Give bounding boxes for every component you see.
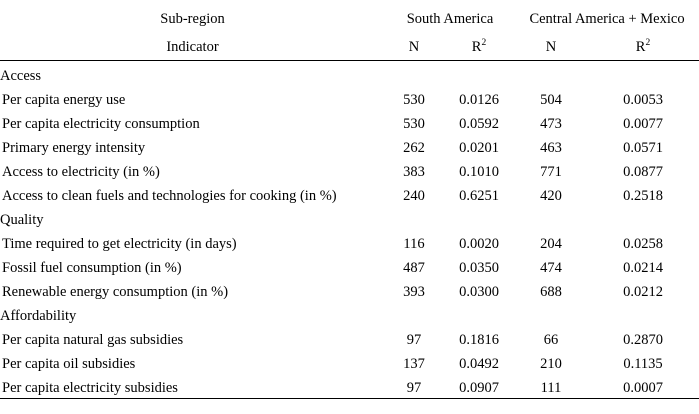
row-sa-r2: 0.6251 [459, 188, 499, 204]
section-title-access: Access [0, 68, 42, 84]
table-row [0, 157, 699, 181]
row-ca-r2: 0.0007 [623, 380, 663, 396]
row-ca-n: 111 [540, 380, 562, 396]
row-ca-n: 473 [540, 116, 562, 132]
header-sa-r2 [443, 28, 515, 56]
row-ca-r2: 0.0571 [623, 140, 663, 156]
section-header-row [0, 61, 699, 86]
row-sa-n: 262 [403, 140, 425, 156]
row-sa-r2: 0.0492 [459, 356, 499, 372]
row-ca-n: 463 [540, 140, 562, 156]
section-header-row [0, 301, 699, 325]
header-ca-r2-base: R [635, 39, 646, 55]
row-sa-n: 383 [403, 164, 425, 180]
row-indicator: Per capita energy use [2, 92, 126, 108]
row-indicator: Access to clean fuels and technologies for cooking (in %) [2, 188, 337, 204]
header-ca-n: N [545, 39, 557, 55]
row-ca-r2: 0.1135 [623, 356, 663, 372]
table-row [0, 373, 699, 397]
row-ca-r2: 0.2518 [623, 188, 663, 204]
row-sa-n: 393 [403, 284, 425, 300]
row-sa-r2: 0.1816 [459, 332, 499, 348]
row-ca-n: 420 [540, 188, 562, 204]
table-row [0, 253, 699, 277]
row-ca-r2: 0.0877 [623, 164, 663, 180]
row-indicator: Renewable energy consumption (in %) [2, 284, 229, 300]
row-indicator: Access to electricity (in %) [2, 164, 160, 180]
row-sa-r2: 0.0300 [459, 284, 499, 300]
row-sa-r2: 0.0020 [459, 236, 499, 252]
table-row [0, 349, 699, 373]
row-sa-n: 116 [403, 236, 425, 252]
section-title-affordability: Affordability [0, 308, 77, 324]
row-ca-n: 688 [540, 284, 562, 300]
table-row [0, 229, 699, 253]
row-ca-r2: 0.0214 [623, 260, 663, 276]
row-sa-r2: 0.1010 [459, 164, 499, 180]
header-indicator: Indicator [166, 39, 219, 55]
row-sa-n: 137 [403, 356, 425, 372]
row-indicator: Fossil fuel consumption (in %) [2, 260, 182, 276]
row-sa-r2: 0.0350 [459, 260, 499, 276]
table-row [0, 109, 699, 133]
row-ca-r2: 0.0212 [623, 284, 663, 300]
row-sa-n: 240 [403, 188, 425, 204]
header-ca-r2-exponent: 2 [645, 38, 651, 49]
table-header-group-row [0, 0, 699, 28]
table-row [0, 325, 699, 349]
row-sa-n: 97 [406, 332, 422, 348]
header-ca-r2 [587, 28, 699, 56]
section-header-row [0, 205, 699, 229]
row-indicator: Per capita oil subsidies [2, 356, 136, 372]
row-sa-n: 530 [403, 116, 425, 132]
row-ca-r2: 0.2870 [623, 332, 663, 348]
table-row [0, 181, 699, 205]
table-row [0, 85, 699, 109]
row-sa-n: 530 [403, 92, 425, 108]
table-row [0, 133, 699, 157]
table-header-sub-row [0, 28, 699, 56]
row-ca-n: 504 [540, 92, 562, 108]
row-sa-r2: 0.0126 [459, 92, 499, 108]
row-ca-n: 66 [543, 332, 559, 348]
header-sa-n: N [408, 39, 420, 55]
row-indicator: Per capita natural gas subsidies [2, 332, 184, 348]
row-ca-n: 210 [540, 356, 562, 372]
row-sa-r2: 0.0907 [459, 380, 499, 396]
row-sa-n: 487 [403, 260, 425, 276]
section-title-quality: Quality [0, 212, 44, 228]
table-row [0, 277, 699, 301]
row-ca-r2: 0.0258 [623, 236, 663, 252]
row-ca-r2: 0.0077 [623, 116, 663, 132]
row-indicator: Time required to get electricity (in days) [2, 236, 237, 252]
row-indicator: Per capita electricity consumption [2, 116, 200, 132]
header-group-central-america: Central America + Mexico [529, 11, 685, 27]
row-sa-n: 97 [406, 380, 422, 396]
row-ca-n: 771 [540, 164, 562, 180]
row-ca-n: 204 [540, 236, 562, 252]
row-indicator: Primary energy intensity [2, 140, 146, 156]
row-ca-r2: 0.0053 [623, 92, 663, 108]
header-subregion: Sub-region [160, 11, 225, 27]
header-group-south-america: South America [406, 11, 494, 27]
row-sa-r2: 0.0201 [459, 140, 499, 156]
row-indicator: Per capita electricity subsidies [2, 380, 178, 396]
header-sa-r2-base: R [471, 39, 482, 55]
table-bottom-rule [0, 398, 699, 399]
header-sa-r2-exponent: 2 [481, 38, 487, 49]
row-ca-n: 474 [540, 260, 562, 276]
row-sa-r2: 0.0592 [459, 116, 499, 132]
